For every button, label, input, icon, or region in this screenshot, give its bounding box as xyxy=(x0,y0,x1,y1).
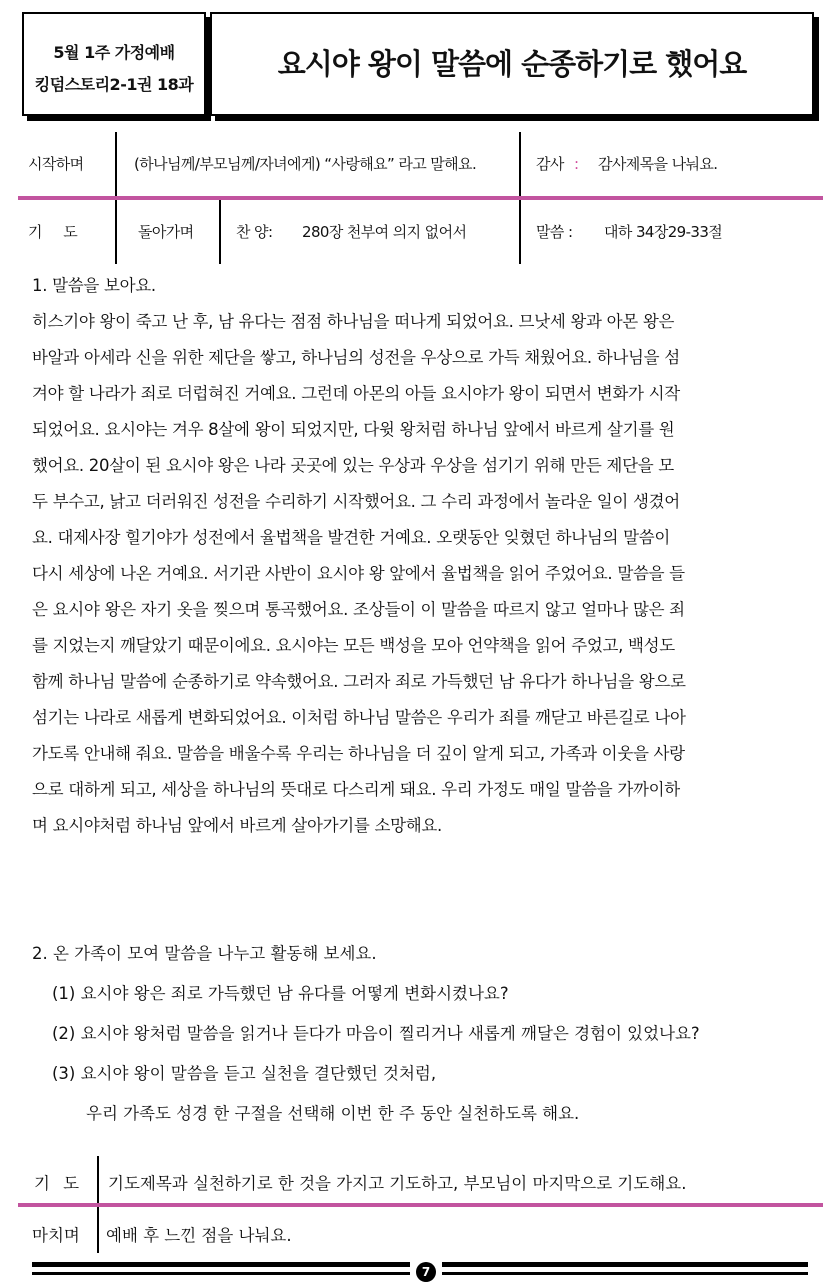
page-title: 요시야 왕이 말씀에 순종하기로 했어요 xyxy=(277,47,747,81)
body-line: 를 지었는지 깨달았기 때문이에요. 요시야는 모든 백성을 모아 언약책을 읽어 주었고, 백성도 xyxy=(32,636,675,655)
body-line: 히스기야 왕이 죽고 난 후, 남 유다는 점점 하나님을 떠나게 되었어요. 므낫세 왕과 아몬 왕은 xyxy=(32,312,675,331)
closing-prayer-label: 기 도 xyxy=(34,1174,84,1193)
thanks-label: 감사 xyxy=(536,155,564,173)
section-1 xyxy=(32,268,802,844)
closing-text: 예배 후 느낀 점을 나눠요. xyxy=(106,1226,292,1245)
question-1: (1) 요시야 왕은 죄로 가득했던 남 유다를 어떻게 변화시켰나요? xyxy=(52,984,509,1003)
lesson-info-box xyxy=(22,12,206,116)
body-line: 겨야 할 나라가 죄로 더럽혀진 거예요. 그런데 아몬의 아들 요시야가 왕이 되면서 변화가 시작 xyxy=(32,384,680,403)
divider xyxy=(97,1207,99,1253)
title-box xyxy=(210,12,814,116)
hymn-label: 찬 양: xyxy=(236,223,273,241)
body-line: 으로 대하게 되고, 세상을 하나님의 뜻대로 다스리게 돼요. 우리 가정도 매일 말씀을 가까이하 xyxy=(32,780,680,799)
prayer-row xyxy=(0,200,835,264)
body-line: 며 요시야처럼 하나님 앞에서 바르게 살아가기를 소망해요. xyxy=(32,816,442,835)
prayer-label: 기 도 xyxy=(28,223,86,241)
body-line: 두 부수고, 낡고 더러워진 성전을 수리하기 시작했어요. 그 수리 과정에서 놀라운 일이 생겼어 xyxy=(32,492,680,511)
body-line: 요. 대제사장 힐기야가 성전에서 율법책을 발견한 거예요. 오랫동안 잊혔던 하나님의 말씀이 xyxy=(32,528,670,547)
thanks-text: 감사제목을 나눠요. xyxy=(598,155,718,173)
word-label: 말씀 : xyxy=(536,223,573,241)
body-line: 바알과 아세라 신을 위한 제단을 쌓고, 하나님의 성전을 우상으로 가득 채웠어요. 하나님을 섬 xyxy=(32,348,680,367)
body-line: 다시 세상에 나온 거예요. 서기관 사반이 요시야 왕 앞에서 율법책을 읽어 주었어요. 말씀을 들 xyxy=(32,564,685,583)
body-line: 은 요시야 왕은 자기 옷을 찢으며 통곡했어요. 조상들이 이 말씀을 따르지 않고 얼마나 많은 죄 xyxy=(32,600,685,619)
word-text: 대하 34장29-33절 xyxy=(604,223,723,241)
question-2: (2) 요시야 왕처럼 말씀을 읽거나 듣다가 마음이 찔리거나 새롭게 깨달은 경험이 있었나요? xyxy=(52,1024,700,1043)
body-line: 했어요. 20살이 된 요시야 왕은 나라 곳곳에 있는 우상과 우상을 섬기기 위해 만든 제단을 모 xyxy=(32,456,674,475)
question-3-continued: 우리 가족도 성경 한 구절을 선택해 이번 한 주 동안 실천하도록 해요. xyxy=(86,1104,580,1123)
divider xyxy=(97,1156,99,1206)
footer-rule-left-thin xyxy=(32,1272,410,1275)
divider xyxy=(219,200,221,264)
thanks-colon: : xyxy=(574,155,579,173)
question-3: (3) 요시야 왕이 말씀을 듣고 실천을 결단했던 것처럼, xyxy=(52,1064,437,1083)
body-line: 섬기는 나라로 새롭게 변화되었어요. 이처럼 하나님 말씀은 우리가 죄를 깨닫고 바른길로 나아 xyxy=(32,708,686,727)
divider xyxy=(115,132,117,196)
divider xyxy=(519,200,521,264)
divider xyxy=(519,132,521,196)
turn-label: 돌아가며 xyxy=(138,223,194,241)
footer-rule-left xyxy=(32,1262,410,1267)
closing-label: 마치며 xyxy=(32,1226,80,1245)
body-line: 가도록 안내해 줘요. 말씀을 배울수록 우리는 하나님을 더 깊이 알게 되고, 가족과 이웃을 사랑 xyxy=(32,744,685,763)
body-line: 함께 하나님 말씀에 순종하기로 약속했어요. 그러자 죄로 가득했던 남 유다가 하나님을 왕으로 xyxy=(32,672,686,691)
course-label: 킹덤스토리2-1권 18과 xyxy=(34,75,194,94)
footer-rule-right-thin xyxy=(442,1272,808,1275)
pink-divider xyxy=(18,1203,823,1207)
footer-rule-right xyxy=(442,1262,808,1267)
section-2-title: 2. 온 가족이 모여 말씀을 나누고 활동해 보세요. xyxy=(32,944,377,963)
start-row xyxy=(0,132,835,196)
hymn-text: 280장 천부여 의지 없어서 xyxy=(302,223,467,241)
week-label: 5월 1주 가정예배 xyxy=(53,43,175,62)
divider xyxy=(115,200,117,264)
section-1-title: 1. 말씀을 보아요. xyxy=(32,276,156,295)
body-line: 되었어요. 요시야는 겨우 8살에 왕이 되었지만, 다윗 왕처럼 하나님 앞에서 바르게 살기를 원 xyxy=(32,420,675,439)
closing-prayer-text: 기도제목과 실천하기로 한 것을 가지고 기도하고, 부모님이 마지막으로 기도해요. xyxy=(108,1174,687,1193)
start-text: (하나님께/부모님께/자녀에게) “사랑해요” 라고 말해요. xyxy=(134,155,477,173)
start-label: 시작하며 xyxy=(28,155,84,173)
page-number: 7 xyxy=(416,1262,436,1282)
